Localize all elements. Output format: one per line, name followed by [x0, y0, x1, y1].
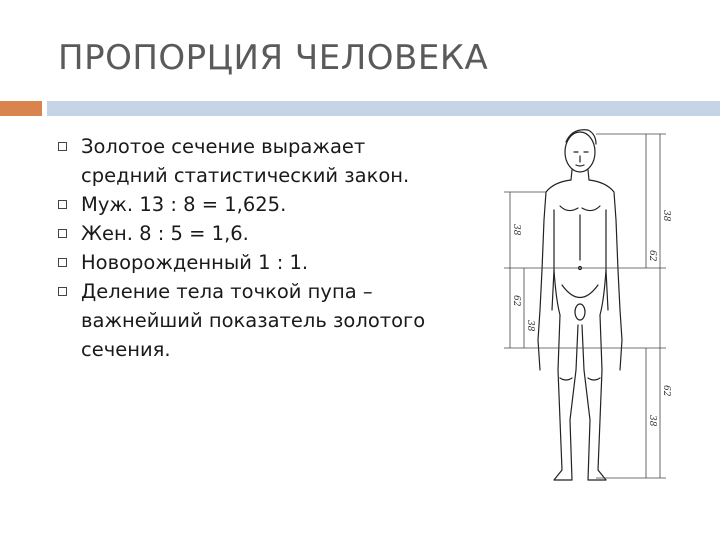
slide-title: ПРОПОРЦИЯ ЧЕЛОВЕКА [58, 38, 489, 78]
bullet-item [56, 277, 456, 364]
square-bullet-icon [58, 258, 67, 267]
human-body-drawing [538, 130, 622, 480]
bullet-text: Деление тела точкой пупа – важнейший показатель золотого сечения. [81, 280, 426, 361]
bullet-item [56, 132, 456, 190]
bullet-text: Жен. 8 : 5 = 1,6. [81, 222, 249, 245]
bullet-text: Муж. 13 : 8 = 1,625. [81, 193, 287, 216]
human-proportion-figure [496, 120, 688, 490]
square-bullet-icon [58, 229, 67, 238]
square-bullet-icon [58, 142, 67, 151]
square-bullet-icon [58, 287, 67, 296]
bullet-item [56, 219, 456, 248]
accent-bar-orange [0, 101, 42, 116]
bullet-text: Новорожденный 1 : 1. [81, 251, 309, 274]
square-bullet-icon [58, 200, 67, 209]
dimension-label: 62 [647, 250, 657, 262]
accent-bar-blue [47, 101, 720, 116]
dimension-label: 38 [511, 224, 521, 236]
dimension-label: 38 [525, 320, 535, 332]
bullet-item [56, 248, 456, 277]
dimension-label: 38 [661, 210, 671, 222]
bullet-list [56, 132, 456, 364]
bullet-item [56, 190, 456, 219]
dimension-label: 38 [647, 415, 657, 427]
dimension-label: 62 [511, 295, 521, 307]
dimension-lines [504, 134, 666, 478]
dimension-label: 62 [661, 385, 671, 397]
bullet-text: Золотое сечение выражает средний статистический закон. [81, 135, 410, 187]
